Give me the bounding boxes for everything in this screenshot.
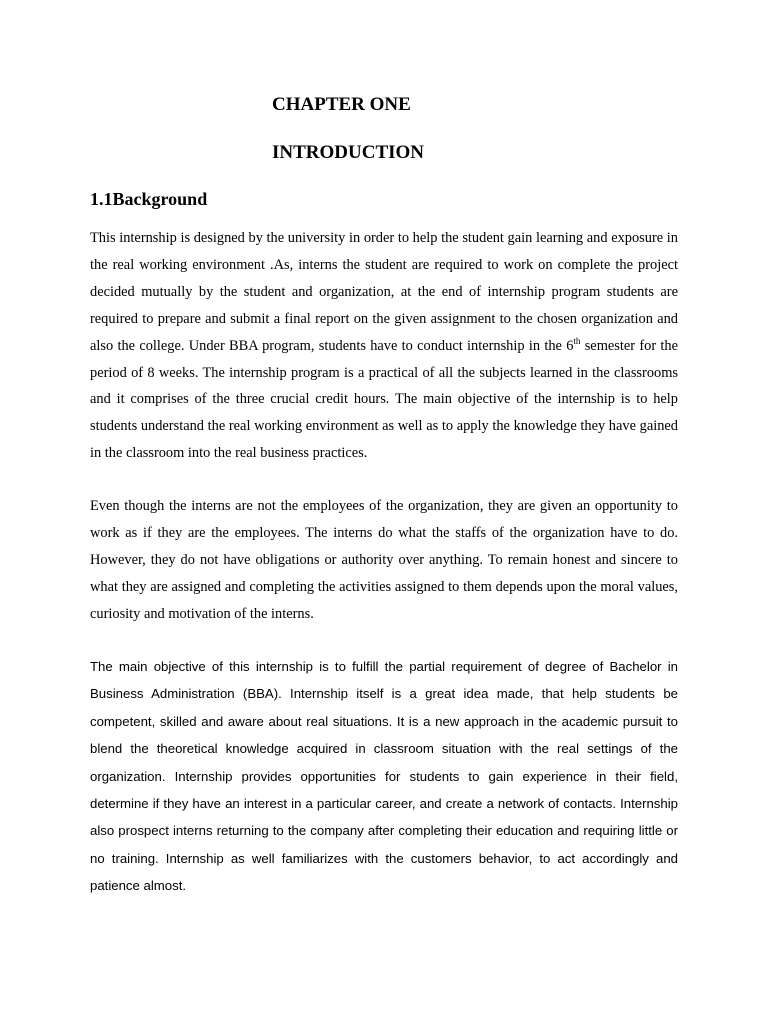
paragraph-text-after-superscript: semester for the period of 8 weeks. The internship program is a practical of all the subjects learned in the classrooms and it comprises of the three crucial credit hours. The main objective of the internship is to help students understand the real working environment as well as to apply the knowledge they have gained in the classroom into the real business practices. bbox=[90, 337, 678, 462]
section-heading: 1.1Background bbox=[90, 189, 208, 209]
chapter-subtitle: INTRODUCTION bbox=[272, 142, 425, 163]
paragraph-objective: The main objective of this internship is to fulfill the partial requirement of degree of Bachelor in Business Administration (BBA). Internship itself is a great idea made, that help students be competent, skilled and aware about real situations. It is a new approach in the academic pursuit to blend the theoretical knowledge acquired in classroom situation with the real settings of the organization. Internship provides opportunities for students to gain experience in their field, determine if they have an interest in a particular career, and create a network of contacts. Internship also prospect interns returning to the company after completing their education and requiring little or no training. Internship as well familiarizes with the customers behavior, to act accordingly and patience almost. bbox=[90, 659, 678, 894]
paragraph-text-before-superscript: This internship is designed by the university in order to help the student gain learning and exposure in the real working environment .As, interns the student are required to work on complete the project decided mutually by the student and organization, at the end of internship program students are required to prepare and submit a final report on the given assignment to the chosen organization and also the college. Under BBA program, students have to conduct internship in the 6 bbox=[90, 230, 678, 354]
paragraph-interns: Even though the interns are not the employees of the organization, they are given an opportunity to work as if they are the employees. The interns do what the staffs of the organization have to do. However, they do not have obligations or authority over anything. To remain honest and sincere to what they are assigned and completing the activities assigned to them depends upon the moral values, curiosity and motivation of the interns. bbox=[90, 498, 678, 622]
ordinal-superscript: th bbox=[573, 335, 581, 346]
paragraph-background bbox=[90, 225, 678, 467]
chapter-title: CHAPTER ONE bbox=[272, 94, 411, 115]
